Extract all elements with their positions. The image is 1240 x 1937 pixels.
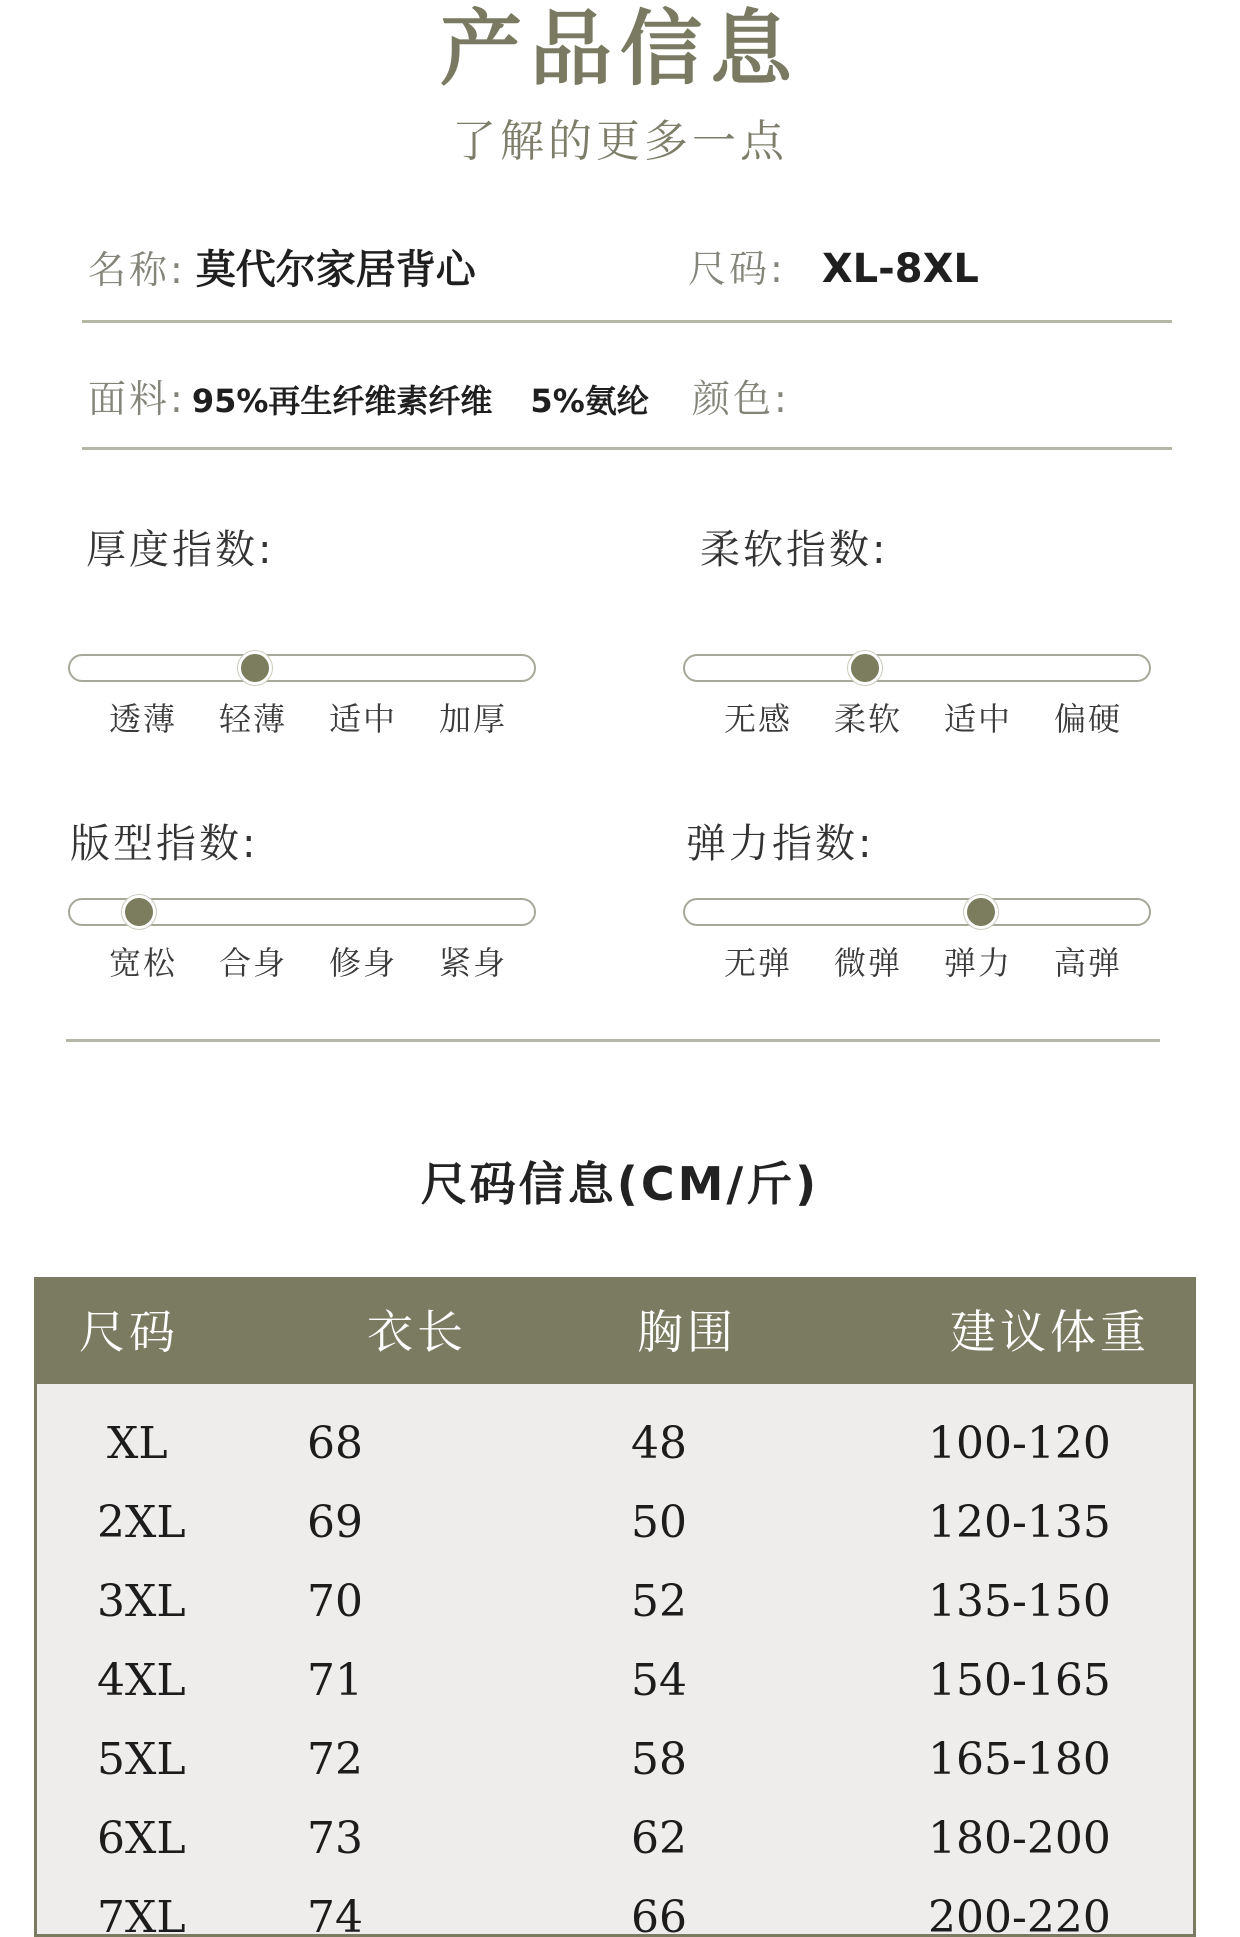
thickness-labels: [68, 694, 536, 738]
cell-chest: 52: [631, 1576, 687, 1627]
color-label: 颜色:: [692, 377, 790, 421]
cell-size: 2XL: [97, 1497, 186, 1548]
table-row: [37, 1878, 1193, 1937]
info-row-fabric-color: [82, 368, 1172, 438]
name-label: 名称:: [88, 248, 186, 292]
elasticity-option: 高弹: [1053, 944, 1122, 982]
table-header: [37, 1280, 1193, 1384]
softness-labels: [683, 694, 1151, 738]
cell-weight: 150-165: [928, 1655, 1111, 1706]
column-header-chest: 胸围: [637, 1305, 737, 1359]
size-value: XL-8XL: [821, 246, 979, 292]
thickness-slider: [68, 654, 536, 682]
cell-length: 69: [307, 1497, 363, 1548]
elasticity-labels: [683, 938, 1151, 982]
cell-weight: 200-220: [928, 1892, 1111, 1937]
elasticity-option: 微弹: [833, 944, 902, 982]
softness-slider: [683, 654, 1151, 682]
cell-weight: 135-150: [928, 1576, 1111, 1627]
softness-option: 偏硬: [1053, 700, 1122, 738]
table-row: [37, 1799, 1193, 1878]
softness-option: 适中: [943, 700, 1012, 738]
thickness-index-title: 厚度指数:: [86, 527, 275, 573]
fabric: [88, 368, 649, 423]
thickness-option: 透薄: [108, 700, 177, 738]
elasticity-slider-knob: [964, 895, 998, 929]
thickness-slider-knob: [238, 651, 272, 685]
column-header-length: 衣长: [367, 1305, 467, 1359]
table-row: [37, 1483, 1193, 1562]
cell-chest: 50: [631, 1497, 687, 1548]
table-row: [37, 1720, 1193, 1799]
cell-chest: 48: [631, 1418, 687, 1469]
fit-slider: [68, 898, 536, 926]
softness-index-title: 柔软指数:: [700, 527, 889, 573]
cell-size: 7XL: [97, 1892, 186, 1937]
table-row: [37, 1641, 1193, 1720]
cell-length: 70: [307, 1576, 363, 1627]
cell-size: 5XL: [97, 1734, 186, 1785]
fit-labels: [68, 938, 536, 982]
info-row-name-size: [82, 238, 1172, 308]
cell-length: 68: [307, 1418, 363, 1469]
cell-chest: 58: [631, 1734, 687, 1785]
fit-option: 宽松: [108, 944, 177, 982]
fit-option: 合身: [218, 944, 287, 982]
elasticity-option: 无弹: [723, 944, 792, 982]
cell-length: 71: [307, 1655, 363, 1706]
cell-length: 73: [307, 1813, 363, 1864]
size-table-title: 尺码信息(CM/斤): [420, 1157, 820, 1211]
cell-weight: 120-135: [928, 1497, 1111, 1548]
divider: [82, 320, 1172, 323]
page-subtitle: 了解的更多一点: [452, 116, 788, 167]
fit-slider-knob: [122, 895, 156, 929]
elasticity-slider: [683, 898, 1151, 926]
cell-size: 4XL: [97, 1655, 186, 1706]
cell-weight: 180-200: [928, 1813, 1111, 1864]
cell-size: XL: [107, 1418, 168, 1469]
elasticity-index-title: 弹力指数:: [686, 821, 875, 867]
fit-index-title: 版型指数:: [70, 821, 259, 867]
color: [692, 368, 790, 423]
elasticity-option: 弹力: [943, 944, 1012, 982]
softness-option: 柔软: [833, 700, 902, 738]
cell-length: 72: [307, 1734, 363, 1785]
cell-weight: 100-120: [928, 1418, 1111, 1469]
cell-size: 3XL: [97, 1576, 186, 1627]
table-row: [37, 1404, 1193, 1483]
divider: [66, 1039, 1160, 1042]
thickness-option: 加厚: [438, 700, 507, 738]
size-table: [34, 1277, 1196, 1937]
fabric-value-2: 5%氨纶: [530, 382, 649, 420]
column-header-weight: 建议体重: [950, 1305, 1150, 1359]
product-name: [88, 238, 476, 295]
softness-slider-knob: [848, 651, 882, 685]
product-size-range: [688, 238, 979, 293]
cell-weight: 165-180: [928, 1734, 1111, 1785]
thickness-option: 适中: [328, 700, 397, 738]
size-label: 尺码:: [688, 247, 786, 291]
thickness-option: 轻薄: [218, 700, 287, 738]
cell-chest: 66: [631, 1892, 687, 1937]
name-value: 莫代尔家居背心: [195, 247, 476, 293]
cell-length: 74: [307, 1892, 363, 1937]
softness-option: 无感: [723, 700, 792, 738]
cell-chest: 62: [631, 1813, 687, 1864]
cell-chest: 54: [631, 1655, 687, 1706]
fabric-label: 面料:: [88, 377, 186, 421]
fabric-value-1: 95%再生纤维素纤维: [191, 382, 493, 420]
divider: [82, 447, 1172, 450]
fit-option: 修身: [328, 944, 397, 982]
cell-size: 6XL: [97, 1813, 186, 1864]
fit-option: 紧身: [438, 944, 507, 982]
column-header-size: 尺码: [79, 1305, 179, 1359]
table-row: [37, 1562, 1193, 1641]
page-title: 产品信息: [439, 2, 800, 97]
